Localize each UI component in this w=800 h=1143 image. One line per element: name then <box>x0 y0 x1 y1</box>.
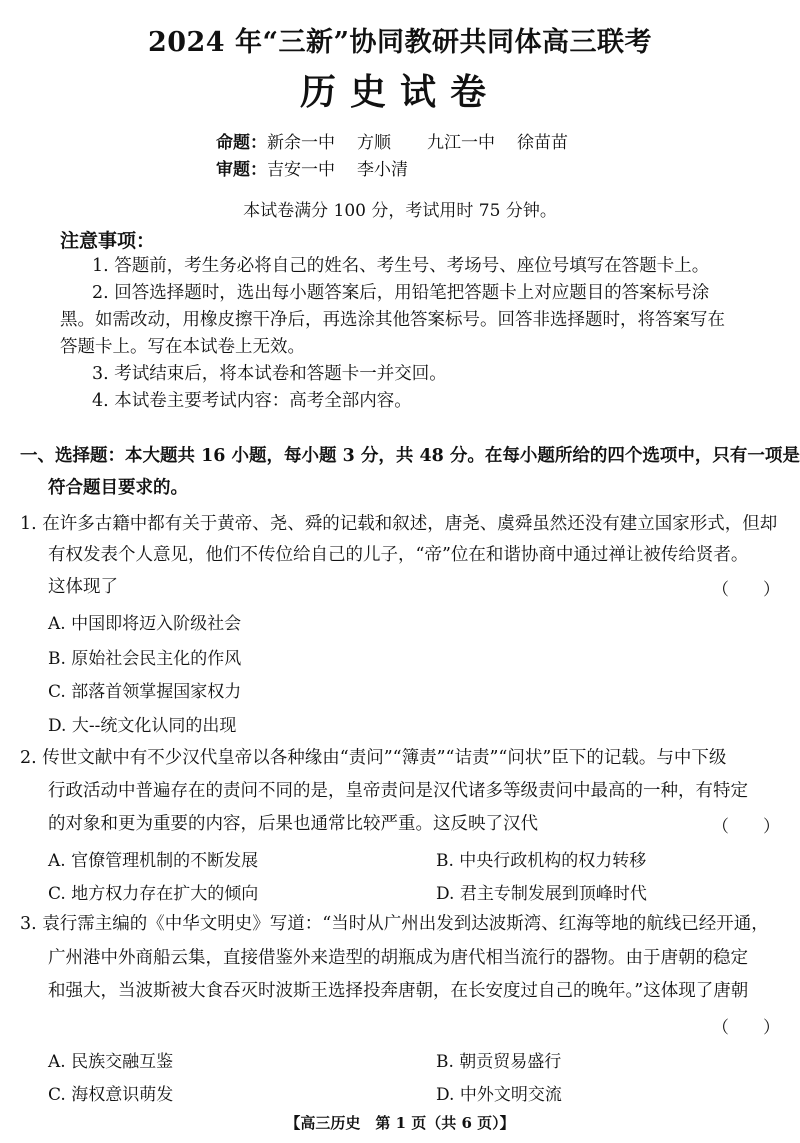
notice-item: 4. 本试卷主要考试内容：高考全部内容。 <box>92 391 412 411</box>
exam-title: 2024 年“三新”协同教研共同体高三联考 <box>147 27 653 58</box>
option-c: C. 地方权力存在扩大的倾向 <box>48 884 259 904</box>
proposition-person2: 徐苗苗 <box>517 133 568 153</box>
section-heading-cont: 符合题目要求的。 <box>48 478 188 498</box>
page-footer: 【高三历史 第 1 页（共 6 页）】 <box>285 1114 515 1132</box>
notice-heading: 注意事项： <box>60 230 156 252</box>
option-c: C. 海权意识萌发 <box>48 1085 174 1105</box>
answer-paren: （ ） <box>712 817 780 837</box>
notice-item: 黑。如需改动，用橡皮擦干净后，再选涂其他答案标号。回答非选择题时，将答案写在 <box>60 310 725 330</box>
review-line <box>216 155 408 180</box>
question-1-stem: 1. 在许多古籍中都有关于黄帝、尧、舜的记载和叙述，唐尧、虞舜虽然还没有建立国家形式，但却 <box>20 514 778 534</box>
score-line: 本试卷满分 100 分，考试用时 75 分钟。 <box>243 201 557 221</box>
question-1-stem: 有权发表个人意见，他们不传位给自己的儿子，“帝”位在和谐协商中通过禅让被传给贤者。 <box>48 545 749 565</box>
proposition-school1: 新余一中 <box>267 133 335 153</box>
question-2-stem: 行政活动中普遍存在的责问不同的是，皇帝责问是汉代诸多等级责问中最高的一种，有特定 <box>48 781 748 801</box>
question-2-stem: 的对象和更为重要的内容，后果也通常比较严重。这反映了汉代 <box>48 814 538 834</box>
option-d: D. 中外文明交流 <box>436 1085 562 1105</box>
notice-item: 1. 答题前，考生务必将自己的姓名、考生号、考场号、座位号填写在答题卡上。 <box>92 256 710 276</box>
review-label: 审题： <box>216 160 267 180</box>
option-d: D. 君主专制发展到顶峰时代 <box>436 884 647 904</box>
review-person: 李小清 <box>357 160 408 180</box>
option-a: A. 民族交融互鉴 <box>48 1052 174 1072</box>
question-2-stem: 2. 传世文献中有不少汉代皇帝以各种缘由“责问”“簿责”“诘责”“问状”臣下的记载。与中下级 <box>20 748 727 768</box>
notice-item: 2. 回答选择题时，选出每小题答案后，用铅笔把答题卡上对应题目的答案标号涂 <box>92 283 710 303</box>
question-1-stem: 这体现了 <box>48 577 118 597</box>
option-b: B. 原始社会民主化的作风 <box>48 649 242 669</box>
answer-paren: （ ） <box>712 1018 780 1038</box>
review-school: 吉安一中 <box>267 160 335 180</box>
question-3-stem: 广州港中外商船云集，直接借鉴外来造型的胡瓶成为唐代相当流行的器物。由于唐朝的稳定 <box>48 948 748 968</box>
answer-paren: （ ） <box>712 580 780 600</box>
option-b: B. 中央行政机构的权力转移 <box>436 851 647 871</box>
notice-item: 3. 考试结束后，将本试卷和答题卡一并交回。 <box>92 364 447 384</box>
option-b: B. 朝贡贸易盛行 <box>436 1052 562 1072</box>
proposition-label: 命题： <box>216 133 267 153</box>
option-a: A. 官僚管理机制的不断发展 <box>48 851 259 871</box>
option-d: D. 大--统文化认同的出现 <box>48 716 237 736</box>
section-heading: 一、选择题：本大题共 16 小题，每小题 3 分，共 48 分。在每小题所给的四个选项中，只有一项是 <box>20 446 800 466</box>
option-a: A. 中国即将迈入阶级社会 <box>48 614 242 634</box>
proposition-line <box>216 128 568 153</box>
subject-title: 历史试卷 <box>299 71 500 113</box>
proposition-school2: 九江一中 <box>427 133 495 153</box>
notice-item: 答题卡上。写在本试卷上无效。 <box>60 337 305 357</box>
question-3-stem: 3. 袁行霈主编的《中华文明史》写道：“当时从广州出发到达波斯湾、红海等地的航线已经开通， <box>20 914 769 934</box>
proposition-person1: 方顺 <box>357 133 391 153</box>
option-c: C. 部落首领掌握国家权力 <box>48 682 242 702</box>
question-3-stem: 和强大，当波斯被大食吞灭时波斯王选择投奔唐朝，在长安度过自己的晚年。”这体现了唐朝 <box>48 981 749 1001</box>
